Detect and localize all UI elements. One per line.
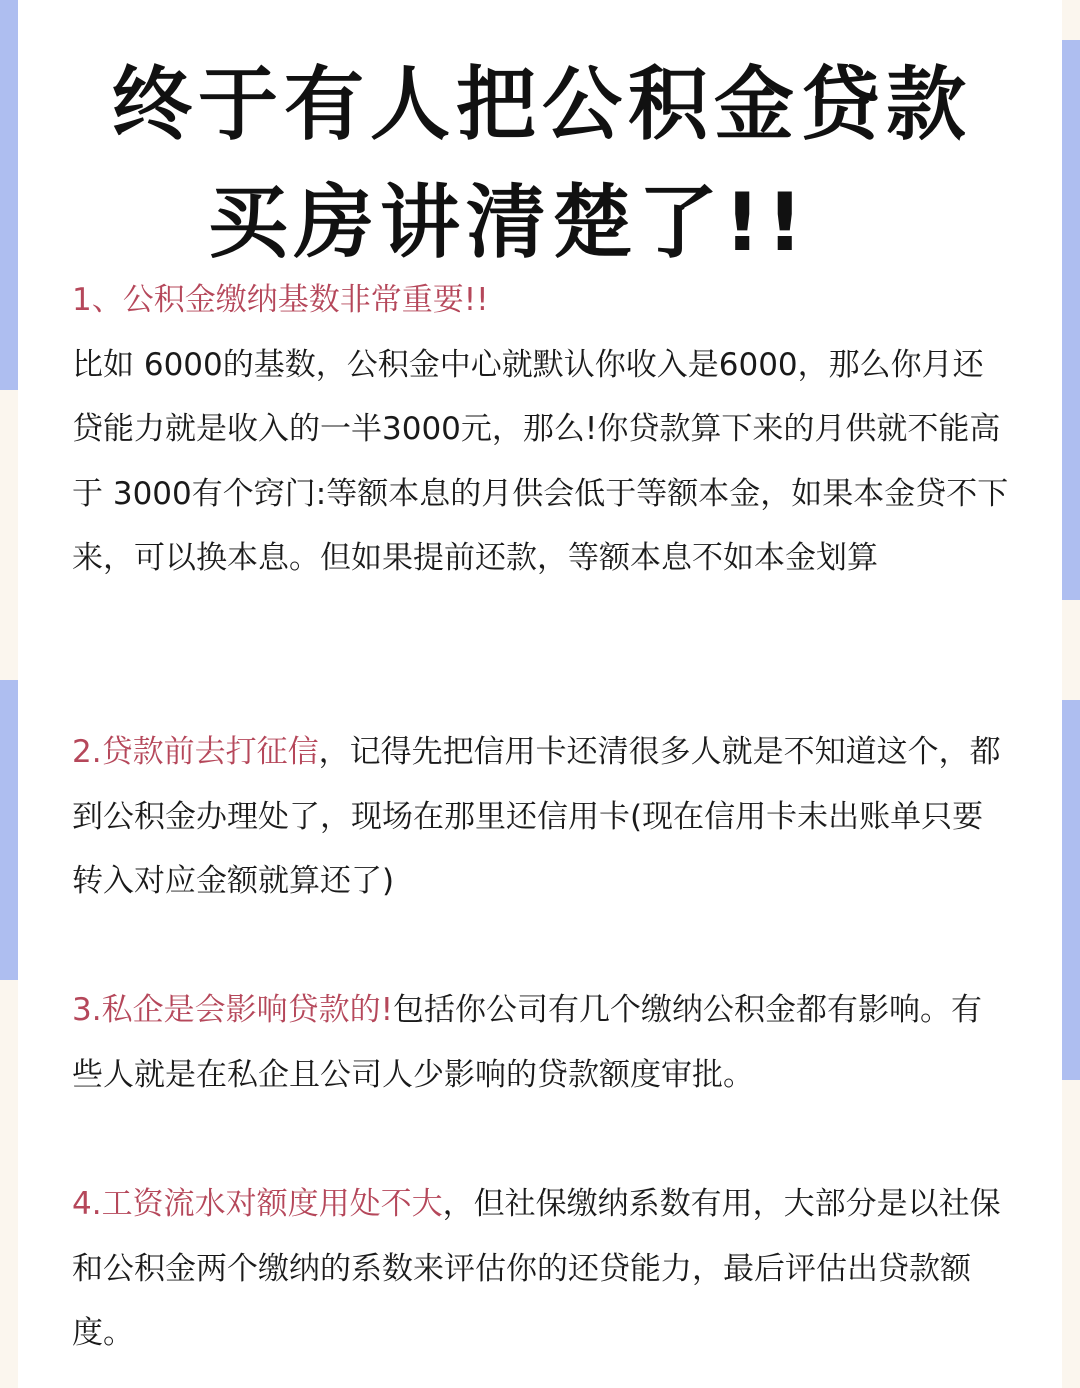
- section-1-body: 比如 6000的基数，公积金中心就默认你收入是6000，那么你月还贷能力就是收入的一半3000元，那么!你贷款算下来的月供就不能高于 3000有个窍门:等额本息的月供会低于等额本金，如果本金贷不下来，可以换本息。但如果提前还款，等额本息不如本金划算: [72, 346, 1009, 576]
- section-1-heading: 1、公积金缴纳基数非常重要!!: [72, 282, 489, 318]
- section-2-body: ，记得先把信用卡还清很多人就是不知道这个，都到公积金办理处了，现场在那里还信用卡(现在信用卡未出账单只要转入对应金额就算还了): [72, 734, 1001, 899]
- section-1: [72, 268, 1012, 591]
- section-3-heading: 3.私企是会影响贷款的!: [72, 992, 394, 1028]
- section-3-body: 包括你公司有几个缴纳公积金都有影响。有些人就是在私企且公司人少影响的贷款额度审批。: [72, 992, 983, 1093]
- section-2: [72, 720, 1012, 914]
- decorative-stripe-left-top: [0, 0, 20, 390]
- section-4: [72, 1172, 1012, 1366]
- decorative-stripe-left-bottom: [0, 680, 20, 980]
- section-4-body: ，但社保缴纳系数有用，大部分是以社保和公积金两个缴纳的系数来评估你的还贷能力，最后评估出贷款额度。: [72, 1186, 1001, 1351]
- article-card: [18, 0, 1062, 1388]
- title-line-2: 买房讲清楚了!!: [208, 176, 809, 269]
- section-3: [72, 978, 1012, 1107]
- decorative-stripe-right-bottom: [1060, 700, 1080, 1080]
- section-4-heading: 4.工资流水对额度用处不大: [72, 1186, 443, 1222]
- section-2-heading: 2.贷款前去打征信: [72, 734, 319, 770]
- title-line-1: 终于有人把公积金贷款: [112, 58, 972, 151]
